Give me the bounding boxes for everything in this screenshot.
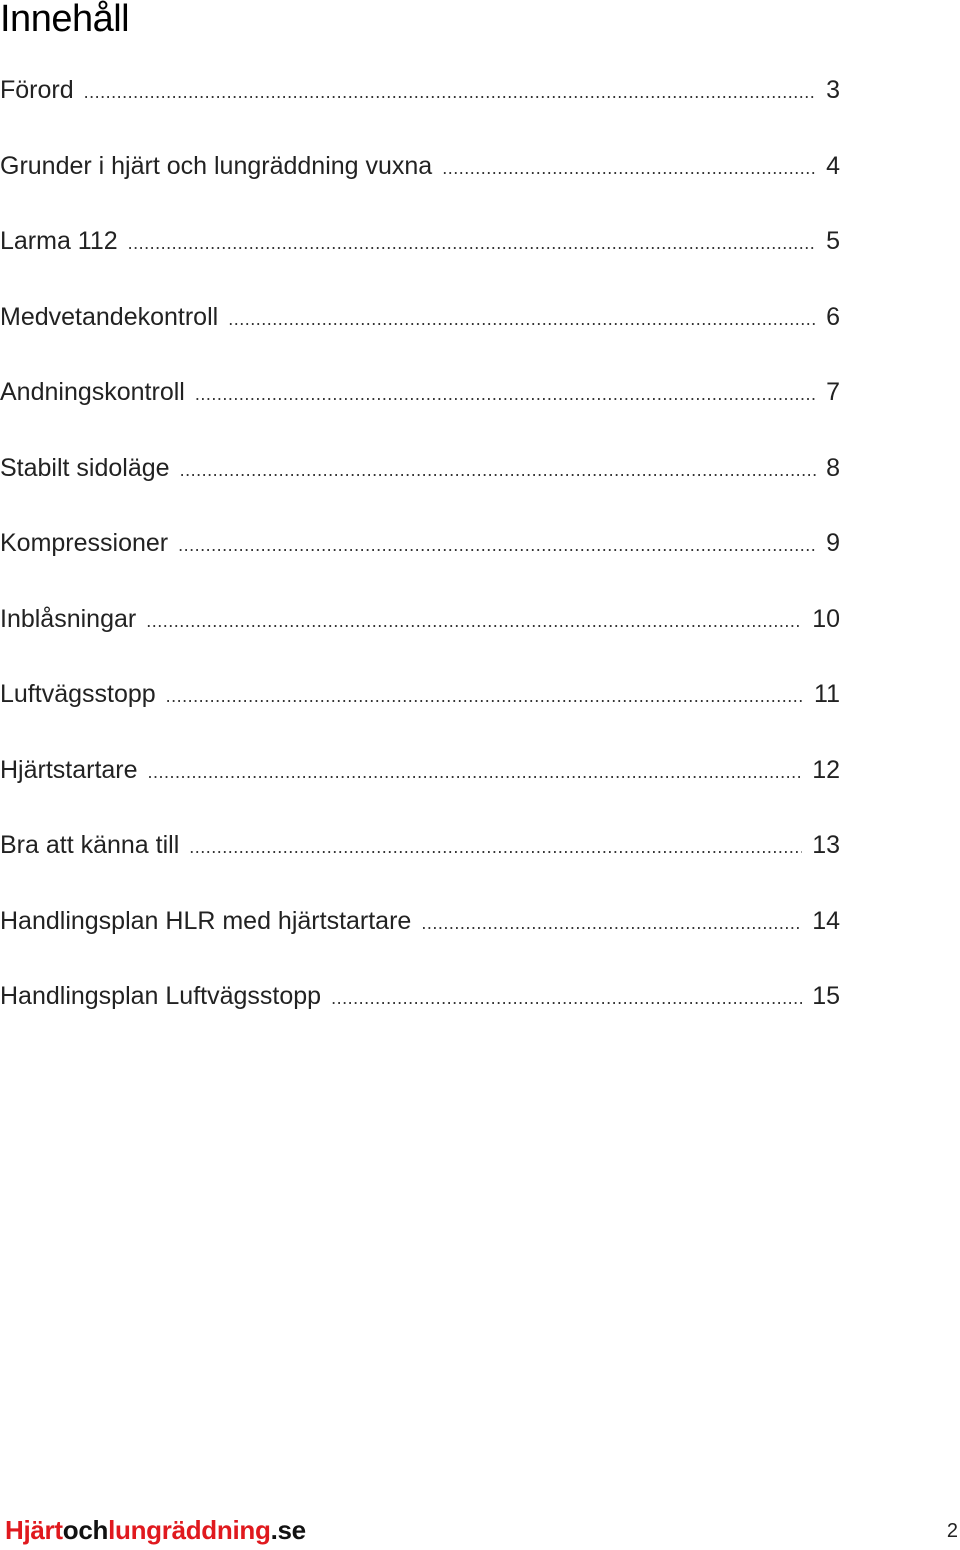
toc-entry-label: Medvetandekontroll [0, 302, 219, 331]
toc-entry-page: 13 [812, 831, 840, 859]
toc-entry-label: Hjärtstartare [0, 755, 138, 784]
toc-dot-leader [421, 903, 802, 943]
toc-entry-label: Handlingsplan HLR med hjärtstartare [0, 906, 412, 935]
toc-dot-leader [228, 299, 816, 339]
toc-entry-label: Förord [0, 76, 74, 104]
toc-entry-page: 9 [826, 529, 840, 557]
toc-entry-page: 11 [814, 680, 840, 708]
toc-entry-page: 7 [826, 378, 840, 406]
toc-entry-forord[interactable] [0, 70, 840, 146]
toc-dot-leader [128, 223, 816, 263]
toc-dot-leader [331, 978, 802, 1018]
toc-entry-handlingsplan-hlr[interactable] [0, 901, 840, 977]
toc-dot-leader [178, 525, 816, 565]
toc-dot-leader [180, 450, 817, 490]
toc-dot-leader [442, 148, 816, 188]
toc-entry-inblasningar[interactable] [0, 599, 840, 675]
toc-entry-larma[interactable] [0, 221, 840, 297]
toc-entry-page: 14 [812, 906, 840, 935]
toc-entry-label: Grunder i hjärt och lungräddning vuxna [0, 151, 433, 180]
brand-part-tld: .se [270, 1515, 306, 1545]
toc-dot-leader [189, 827, 802, 867]
brand-part-hjart: Hjärt [5, 1515, 63, 1545]
footer-page-number: 2 [946, 1520, 958, 1542]
toc-entry-label: Bra att känna till [0, 831, 180, 859]
toc-entry-label: Inblåsningar [0, 604, 137, 633]
toc-entry-stabilt-sidolage[interactable] [0, 448, 840, 524]
toc-entry-label: Kompressioner [0, 529, 169, 557]
toc-entry-label: Handlingsplan Luftvägsstopp [0, 982, 322, 1010]
table-of-contents [0, 70, 840, 1052]
toc-entry-bra-att-kanna-till[interactable] [0, 825, 840, 901]
toc-entry-page: 8 [826, 453, 840, 482]
toc-entry-kompressioner[interactable] [0, 523, 840, 599]
toc-entry-page: 5 [826, 227, 840, 255]
toc-entry-page: 6 [826, 302, 840, 331]
toc-entry-label: Larma 112 [0, 227, 118, 255]
toc-entry-label: Andningskontroll [0, 378, 185, 406]
toc-entry-handlingsplan-luftvagsstopp[interactable] [0, 976, 840, 1052]
toc-entry-label: Luftvägsstopp [0, 680, 156, 708]
brand-part-och: och [62, 1515, 109, 1545]
toc-entry-page: 12 [812, 755, 840, 784]
toc-entry-page: 10 [812, 604, 840, 633]
toc-entry-page: 15 [812, 982, 840, 1010]
brand-part-lungraddning: lungräddning [108, 1515, 271, 1545]
toc-entry-andningskontroll[interactable] [0, 372, 840, 448]
page-title: Innehåll [0, 0, 130, 40]
toc-entry-page: 3 [826, 76, 840, 104]
toc-entry-grunder[interactable] [0, 146, 840, 222]
toc-entry-hjartstartare[interactable] [0, 750, 840, 826]
footer-brand-logo[interactable] [5, 1514, 306, 1546]
toc-dot-leader [195, 374, 816, 414]
toc-entry-label: Stabilt sidoläge [0, 453, 170, 482]
toc-entry-medvetandekontroll[interactable] [0, 297, 840, 373]
toc-dot-leader [166, 676, 804, 716]
toc-entry-page: 4 [826, 151, 840, 180]
toc-dot-leader [148, 752, 803, 792]
toc-entry-luftvagsstopp[interactable] [0, 674, 840, 750]
toc-dot-leader [84, 72, 816, 112]
toc-dot-leader [146, 601, 802, 641]
